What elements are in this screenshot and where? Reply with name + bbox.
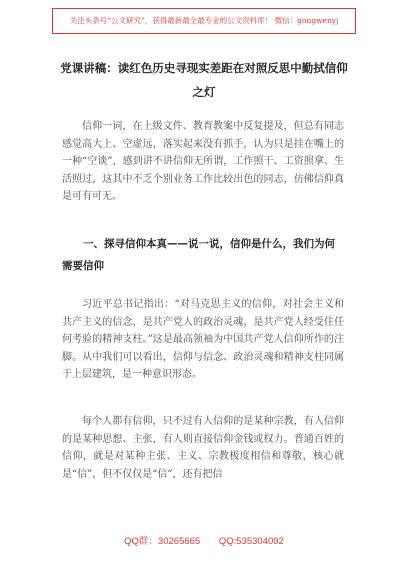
footer-qq: QQ:535304092	[218, 536, 284, 547]
paragraph-3: 每个人都有信仰，只不过有人信仰的是某种宗教，有人信仰的是某种思想、主张，有人则直接信仰金钱或权力。普通百姓的信仰，就是对某种主张、主义、宗教极度相信和尊敬，核心就是“信”，但不仅仅是“信”，还有把信	[62, 416, 344, 480]
document-title: 党课讲稿：读红色历史寻现实差距在对照反思中勤拭信仰之灯	[60, 61, 348, 99]
footer-contact	[0, 533, 408, 547]
section-heading-1: 一、探寻信仰本真——说一说，信仰是什么，我们为何需要信仰	[62, 238, 335, 272]
paragraph-1: 信仰一词，在上级文件、教育教案中反复提及，但总有同志感觉高大上、空虚远，落实起来没有抓手，认为只是挂在嘴上的一种“空谈”，感到讲不讲信仰无所谓，工作照干、工资照拿、生活照过，这其中不乏个别业务工作比较出色的同志，仿佛信仰真是可有可无。	[62, 121, 344, 203]
footer-qq-group: QQ群：30265665	[124, 536, 201, 547]
paragraph-2: 习近平总书记指出：“对马克思主义的信仰，对社会主义和共产主义的信念，是共产党人的政治灵魂，是共产党人经受住任何考验的精神支柱。”这是最高领袖为中国共产党人信仰所作的注脚。从中我们可以看出，信仰与信念、政治灵魂和精神支柱同属于上层建筑，是一种意识形态。	[62, 299, 344, 381]
header-banner: 关注头条号“公文研究”，获得最新最全最专业的公文资料库！ 微信：gongwenyj	[52, 8, 356, 34]
